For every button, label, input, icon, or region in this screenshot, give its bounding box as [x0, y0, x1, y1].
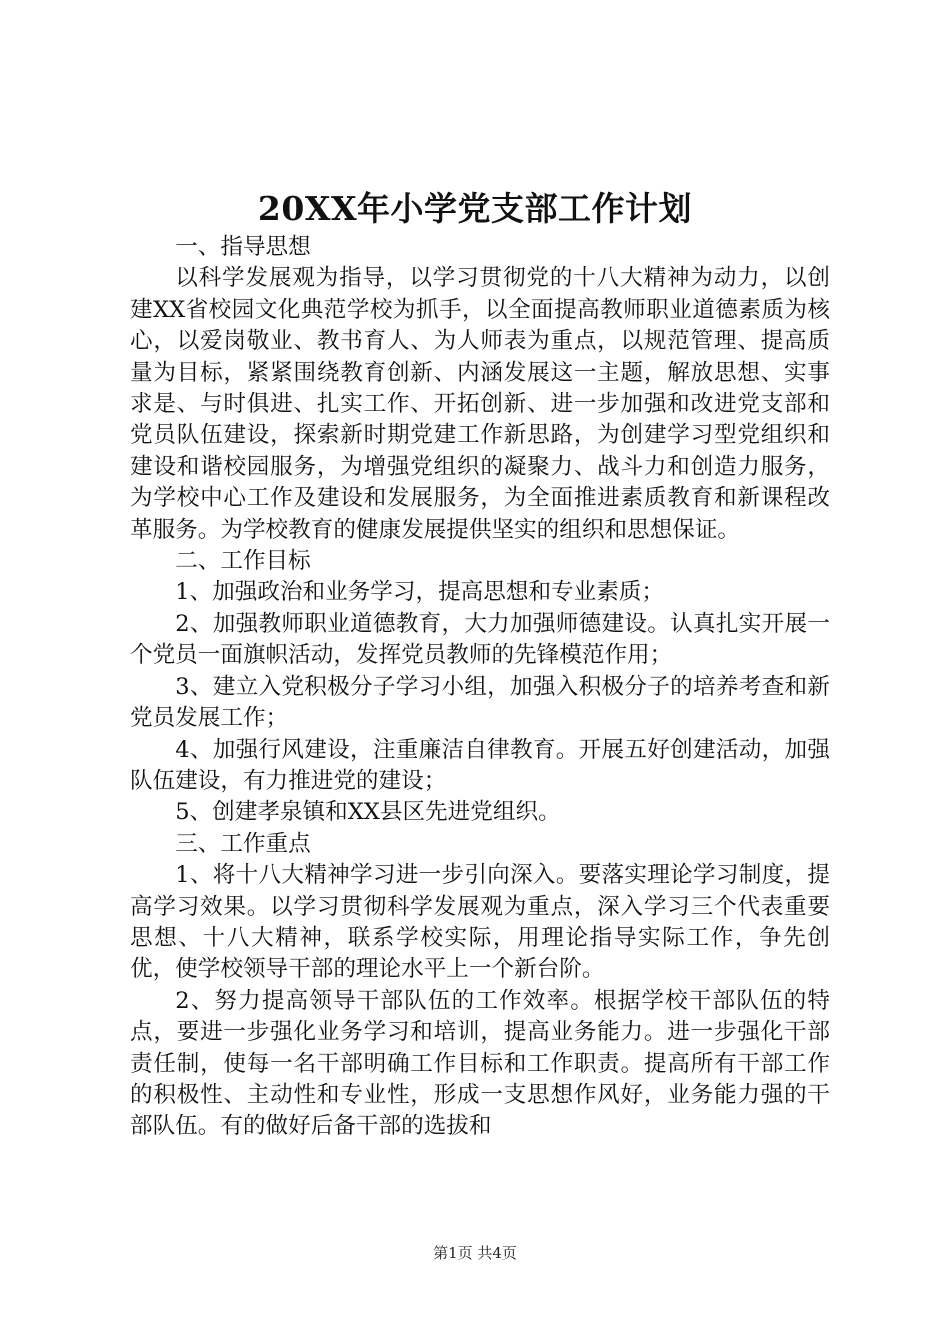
section-heading-work-goals: 二、工作目标: [175, 548, 311, 575]
focus-item-1: 1、将十八大精神学习进一步引向深入。要落实理论学习制度，提高学习效果。以学习贯彻科学发展观为重点，深入学习三个代表重要思想、十八大精神，联系学校实际，用理论指导实际工作，争先创优，使学校领导干部的理论水平上一个新台阶。: [130, 862, 830, 983]
goal-item-2: 2、加强教师职业道德教育，大力加强师德建设。认真扎实开展一个党员一面旗帜活动，发挥党员教师的先锋模范作用；: [130, 610, 830, 669]
goal-item-3: 3、建立入党积极分子学习小组，加强入积极分子的培养考查和新党员发展工作；: [130, 673, 830, 732]
focus-item-2: 2、努力提高领导干部队伍的工作效率。根据学校干部队伍的特点，要进一步强化业务学习和培训，提高业务能力。进一步强化干部责任制，使每一名干部明确工作目标和工作职责。提高所有干部工作的积极性、主动性和专业性，形成一支思想作风好，业务能力强的干部队伍。有的做好后备干部的选拔和: [130, 987, 830, 1140]
goal-item-4: 4、加强行风建设，注重廉洁自律教育。开展五好创建活动，加强队伍建设，有力推进党的建设；: [130, 736, 830, 794]
section-heading-work-focus: 三、工作重点: [175, 830, 311, 857]
paragraph-guiding-ideology: 以科学发展观为指导，以学习贯彻党的十八大精神为动力，以创建XX省校园文化典范学校为抓手，以全面提高教师职业道德素质为核心，以爱岗敬业、教书育人、为人师表为重点，以规范管理、提高质量为目标，紧紧围绕教育创新、内涵发展这一主题，解放思想、实事求是、与时俱进、扎实工作、开拓创新、进一步加强和改进党支部和党员队伍建设，探索新时期党建工作新思路，为创建学习型党组织和建设和谐校园服务，为增强党组织的凝聚力、战斗力和创造力服务，为学校中心工作及建设和发展服务，为全面推进素质教育和新课程改革服务。为学校教育的健康发展提供坚实的组织和思想保证。: [130, 265, 830, 543]
document-body: [130, 232, 830, 1143]
section-heading-guiding-ideology: 一、指导思想: [175, 234, 311, 260]
page-footer: 第1页 共4页: [433, 1244, 517, 1262]
document-title: 20XX年小学党支部工作计划: [257, 189, 693, 228]
goal-item-5: 5、创建孝泉镇和XX县区先进党组织。: [175, 799, 561, 826]
goal-item-1: 1、加强政治和业务学习，提高思想和专业素质；: [175, 579, 665, 606]
